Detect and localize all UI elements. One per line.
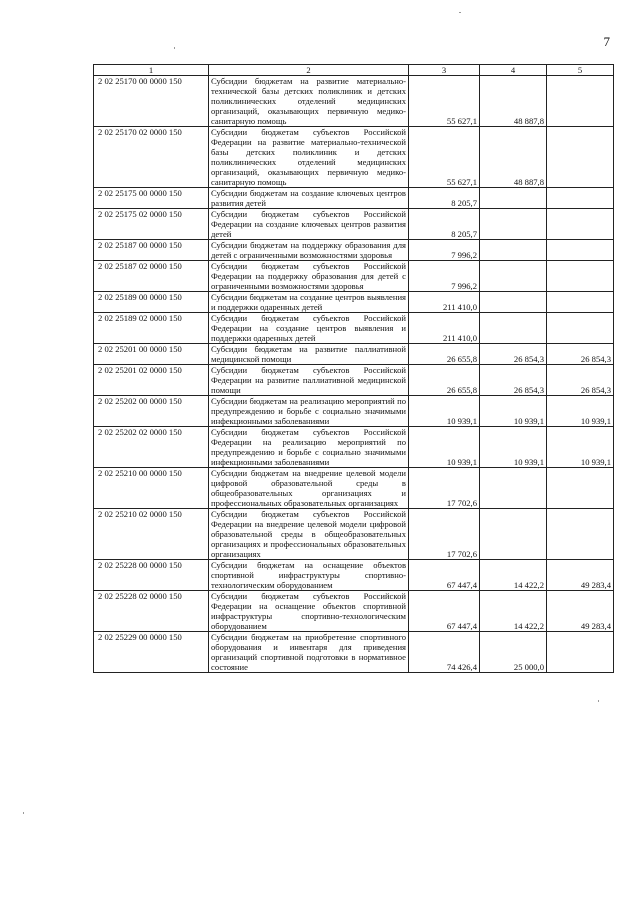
description-cell: Субсидии бюджетам на развитие паллиативной медицинской помощи (209, 344, 409, 365)
description-cell: Субсидии бюджетам субъектов Российской Федерации на создание ключевых центров развития детей (209, 209, 409, 240)
amount-col5-cell (547, 127, 614, 188)
budget-code-cell: 2 02 25229 00 0000 150 (94, 632, 209, 673)
amount-col4-cell (480, 468, 547, 509)
scan-speck (459, 12, 461, 13)
column-header: 4 (480, 65, 547, 76)
table-row (94, 292, 614, 313)
amount-col3-cell: 55 627,1 (409, 76, 480, 127)
table-row (94, 365, 614, 396)
scan-speck (598, 700, 599, 702)
amount-col5-cell: 49 283,4 (547, 591, 614, 632)
description-cell: Субсидии бюджетам субъектов Российской Федерации на оснащение объектов спортивной инфраструктуры спортивно-технологическим оборудованием (209, 591, 409, 632)
table-row (94, 261, 614, 292)
amount-col3-cell: 7 996,2 (409, 240, 480, 261)
description-cell: Субсидии бюджетам на развитие материально-технической базы детских поликлиник и детских поликлинических отделений медицинских организаций, оказывающих первичную медико-санитарную помощь (209, 76, 409, 127)
budget-code-cell: 2 02 25187 00 0000 150 (94, 240, 209, 261)
budget-code-cell: 2 02 25170 00 0000 150 (94, 76, 209, 127)
amount-col4-cell: 48 887,8 (480, 76, 547, 127)
column-header: 3 (409, 65, 480, 76)
amount-col4-cell: 14 422,2 (480, 591, 547, 632)
description-cell: Субсидии бюджетам субъектов Российской Федерации на поддержку образования для детей с ограниченными возможностями здоровья (209, 261, 409, 292)
amount-col3-cell: 7 996,2 (409, 261, 480, 292)
amount-col4-cell: 26 854,3 (480, 344, 547, 365)
budget-code-cell: 2 02 25202 02 0000 150 (94, 427, 209, 468)
description-cell: Субсидии бюджетам субъектов Российской Федерации на реализацию мероприятий по предупреждению и борьбе с социально значимыми инфекционными заболеваниями (209, 427, 409, 468)
amount-col4-cell: 26 854,3 (480, 365, 547, 396)
amount-col3-cell: 10 939,1 (409, 427, 480, 468)
description-cell: Субсидии бюджетам на внедрение целевой модели цифровой образовательной среды в общеобразовательных организациях и профессиональных образовательных организациях (209, 468, 409, 509)
table-row (94, 591, 614, 632)
scan-speck (174, 47, 175, 49)
amount-col4-cell (480, 509, 547, 560)
amount-col5-cell: 26 854,3 (547, 365, 614, 396)
budget-code-cell: 2 02 25189 02 0000 150 (94, 313, 209, 344)
amount-col3-cell: 74 426,4 (409, 632, 480, 673)
column-header: 1 (94, 65, 209, 76)
table-body (94, 76, 614, 673)
amount-col3-cell: 55 627,1 (409, 127, 480, 188)
amount-col3-cell: 10 939,1 (409, 396, 480, 427)
table-row (94, 240, 614, 261)
amount-col5-cell: 10 939,1 (547, 427, 614, 468)
description-cell: Субсидии бюджетам субъектов Российской Федерации на развитие материально-технической базы детских поликлиник и детских поликлинических отделений медицинских организаций, оказывающих первичную медико-санитарную помощь (209, 127, 409, 188)
table-row (94, 560, 614, 591)
amount-col5-cell (547, 240, 614, 261)
amount-col5-cell (547, 188, 614, 209)
budget-table (93, 64, 614, 673)
amount-col4-cell (480, 313, 547, 344)
budget-code-cell: 2 02 25228 00 0000 150 (94, 560, 209, 591)
description-cell: Субсидии бюджетам субъектов Российской Федерации на создание центров выявления и поддержки одаренных детей (209, 313, 409, 344)
table-row (94, 632, 614, 673)
scan-speck (23, 812, 24, 814)
amount-col5-cell (547, 509, 614, 560)
amount-col5-cell (547, 261, 614, 292)
amount-col4-cell: 48 887,8 (480, 127, 547, 188)
budget-code-cell: 2 02 25228 02 0000 150 (94, 591, 209, 632)
table-row (94, 344, 614, 365)
description-cell: Субсидии бюджетам на приобретение спортивного оборудования и инвентаря для приведения организаций спортивной подготовки в нормативное состояние (209, 632, 409, 673)
table-row (94, 313, 614, 344)
amount-col4-cell (480, 240, 547, 261)
amount-col3-cell: 211 410,0 (409, 313, 480, 344)
table-row (94, 509, 614, 560)
table-row (94, 209, 614, 240)
description-cell: Субсидии бюджетам субъектов Российской Федерации на внедрение целевой модели цифровой образовательной среды в общеобразовательных организациях и профессиональных образовательных организациях (209, 509, 409, 560)
amount-col4-cell: 10 939,1 (480, 427, 547, 468)
table-row (94, 127, 614, 188)
budget-code-cell: 2 02 25210 02 0000 150 (94, 509, 209, 560)
table-row (94, 396, 614, 427)
amount-col5-cell: 10 939,1 (547, 396, 614, 427)
description-cell: Субсидии бюджетам на создание ключевых центров развития детей (209, 188, 409, 209)
amount-col5-cell (547, 468, 614, 509)
description-cell: Субсидии бюджетам на оснащение объектов спортивной инфраструктуры спортивно-технологическим оборудованием (209, 560, 409, 591)
amount-col4-cell: 25 000,0 (480, 632, 547, 673)
amount-col5-cell (547, 76, 614, 127)
amount-col3-cell: 67 447,4 (409, 591, 480, 632)
amount-col4-cell (480, 292, 547, 313)
amount-col5-cell (547, 292, 614, 313)
amount-col5-cell (547, 632, 614, 673)
column-header: 5 (547, 65, 614, 76)
budget-code-cell: 2 02 25187 02 0000 150 (94, 261, 209, 292)
amount-col5-cell (547, 313, 614, 344)
column-header: 2 (209, 65, 409, 76)
budget-code-cell: 2 02 25170 02 0000 150 (94, 127, 209, 188)
amount-col3-cell: 8 205,7 (409, 209, 480, 240)
amount-col3-cell: 211 410,0 (409, 292, 480, 313)
budget-table-container (93, 64, 613, 673)
description-cell: Субсидии бюджетам субъектов Российской Федерации на развитие паллиативной медицинской помощи (209, 365, 409, 396)
amount-col4-cell (480, 209, 547, 240)
amount-col4-cell: 14 422,2 (480, 560, 547, 591)
table-row (94, 468, 614, 509)
amount-col4-cell (480, 261, 547, 292)
amount-col3-cell: 17 702,6 (409, 468, 480, 509)
amount-col3-cell: 26 655,8 (409, 365, 480, 396)
amount-col3-cell: 17 702,6 (409, 509, 480, 560)
description-cell: Субсидии бюджетам на создание центров выявления и поддержки одаренных детей (209, 292, 409, 313)
budget-code-cell: 2 02 25202 00 0000 150 (94, 396, 209, 427)
budget-code-cell: 2 02 25201 02 0000 150 (94, 365, 209, 396)
amount-col3-cell: 67 447,4 (409, 560, 480, 591)
table-row (94, 427, 614, 468)
table-header-row (94, 65, 614, 76)
budget-code-cell: 2 02 25189 00 0000 150 (94, 292, 209, 313)
amount-col4-cell (480, 188, 547, 209)
budget-code-cell: 2 02 25201 00 0000 150 (94, 344, 209, 365)
description-cell: Субсидии бюджетам на поддержку образования для детей с ограниченными возможностями здоровья (209, 240, 409, 261)
amount-col5-cell: 49 283,4 (547, 560, 614, 591)
description-cell: Субсидии бюджетам на реализацию мероприятий по предупреждению и борьбе с социально значимыми инфекционными заболеваниями (209, 396, 409, 427)
amount-col5-cell (547, 209, 614, 240)
budget-code-cell: 2 02 25175 00 0000 150 (94, 188, 209, 209)
table-row (94, 76, 614, 127)
amount-col3-cell: 8 205,7 (409, 188, 480, 209)
amount-col4-cell: 10 939,1 (480, 396, 547, 427)
budget-code-cell: 2 02 25210 00 0000 150 (94, 468, 209, 509)
budget-code-cell: 2 02 25175 02 0000 150 (94, 209, 209, 240)
page-number: 7 (603, 34, 610, 49)
table-row (94, 188, 614, 209)
amount-col5-cell: 26 854,3 (547, 344, 614, 365)
amount-col3-cell: 26 655,8 (409, 344, 480, 365)
